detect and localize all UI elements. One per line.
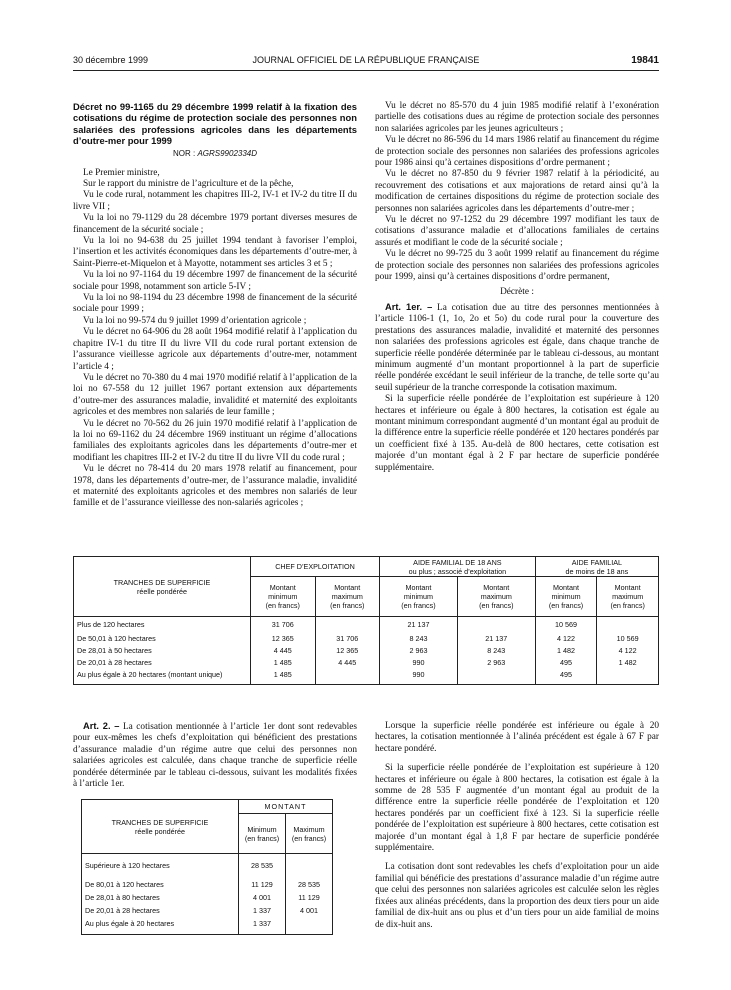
table2-min-unit: (en francs) <box>244 833 280 843</box>
table1-cell-c5: 495 <box>535 669 597 681</box>
table1-tranche-subtitle: réelle pondérée <box>137 586 187 596</box>
header-rule <box>73 70 659 71</box>
right-paragraphs <box>375 101 659 284</box>
table1-min-header-line-2: (en francs) <box>265 601 300 610</box>
table1-max-header-line-1: maximum <box>480 592 512 601</box>
bottom-right-column <box>375 721 659 939</box>
table1-cell-c5: 1 482 <box>535 645 597 657</box>
table1-row-label-text: De 20,01 à 28 hectares <box>77 658 152 667</box>
article-1-label: Art. 1er. – <box>385 301 433 312</box>
table1-group-aide-18 <box>380 557 536 577</box>
left-paragraphs <box>73 168 357 510</box>
table1-group-aide-18-title: AIDE FAMILIAL DE 18 ANS <box>413 557 502 567</box>
table1-cell-c3: 8 243 <box>380 633 458 645</box>
table1-cell-c6: 4 122 <box>597 645 659 657</box>
table1-row-label <box>74 633 251 645</box>
right-paragraph-1: Vu le décret no 86-596 du 14 mars 1986 relatif au financement du régime de protection sociale des personnes non salariées des professions agricoles pour 1986 ainsi qu’à certaines dispositions d’ordre permanent ; <box>375 135 659 169</box>
table1-cell-c4: 8 243 <box>457 645 535 657</box>
table1-cell-c4: 21 137 <box>457 633 535 645</box>
table2-row-label: De 28,01 à 80 hectares <box>85 892 160 902</box>
nor-reference <box>73 148 357 159</box>
article-2-para <box>73 721 357 790</box>
left-paragraph-4: Vu la loi no 94-638 du 25 juillet 1994 tendant à favoriser l’emploi, l’insertion et les activités économiques dans les départements d’outre-mer, à Saint-Pierre-et-Miquelon et à Mayotte, notamment ses articles 3 et 5 ; <box>73 236 357 269</box>
table2-tranche-title: TRANCHES DE SUPERFICIE <box>111 817 209 827</box>
table1-cell-c2 <box>315 617 380 633</box>
table1-max-header <box>315 577 380 617</box>
table2-cell-max: 4 001 <box>286 904 333 917</box>
decrete-heading: Décrète : <box>500 286 534 297</box>
left-paragraph-9: Vu le décret no 70-380 du 4 mai 1970 modifié relatif à l’application de la loi no 67-558 du 12 juillet 1967 portant extension aux départements d’outre-mer des assurances maladie, invalidité et maternité des exploitants agricoles et des membres non salariés de leur famille ; <box>73 372 357 418</box>
table1-group-aide-minor-title: AIDE FAMILIAL <box>571 557 623 567</box>
table1-min-header <box>251 577 316 617</box>
left-paragraph-11: Vu le décret no 78-414 du 20 mars 1978 relatif au financement, pour 1978, dans les départements d’outre-mer, de l’assurance maladie, invalidité et maternité des exploitants agricoles et des membres non salariés de leur famille et de l’assurance vieillesse des non-salariés agricoles ; <box>73 464 357 509</box>
header-date: 30 décembre 1999 <box>73 55 149 65</box>
table2-cell-max <box>286 854 333 878</box>
table2-cell-max <box>286 917 333 930</box>
table2-cell-max: 28 535 <box>286 878 333 891</box>
table1-cell-c5: 10 569 <box>535 617 597 633</box>
table2-cell-min: 11 129 <box>239 878 286 891</box>
left-column <box>73 101 357 510</box>
bottom-right-paragraph-2: La cotisation dont sont redevables les chefs d’exploitation pour un aide familial qui bénéficie des prestations d’assurance maladie d’un régime autre que celui des personnes non salariées agricoles est calculée selon les règles fixées aux alinéas précédents, dans la proportion des deux tiers pour un aide familial de dix-huit ans ou plus et d’un tiers pour un aide familial de moins de dix-huit ans. <box>375 862 659 930</box>
table1-body <box>74 617 659 685</box>
table2-row-label: Au plus égale à 20 hectares <box>85 918 175 928</box>
table1-cell-c3: 2 963 <box>380 645 458 657</box>
table1-cell-c3: 990 <box>380 669 458 681</box>
table-row <box>82 917 333 930</box>
table1-min-header-line-2: (en francs) <box>548 601 584 610</box>
table1-cell-c4 <box>457 617 535 633</box>
article-1-text-1: La cotisation due au titre des personnes mentionnées à l’article 1106-1 (1, 1o, 2o et 5o) du code rural pour la couverture des prestations des assurances maladie, invalidité et maternité des personnes non salariées des professions agricoles est égale, dans chaque tranche de superficie réelle pondérée déterminée par le tableau ci-dessous, au montant minimum augmenté d’un montant proportionnel à la part de superficie réelle pondérée excédant le seuil inférieur de la tranche, de telle sorte qu’au seuil supérieur de la tranche corresponde la cotisation maximum. <box>375 302 659 393</box>
table-row <box>82 854 333 878</box>
table1-min-header-line-0: Montant <box>405 583 432 592</box>
table1-cell-c1: 31 706 <box>251 617 316 633</box>
table1-cell-c6: 1 482 <box>597 657 659 669</box>
table1-cell-c2: 4 445 <box>315 657 380 669</box>
table2-row-label: Supérieure à 120 hectares <box>85 861 170 871</box>
table1-min-header-line-1: minimum <box>268 592 298 601</box>
right-column <box>375 101 659 474</box>
table1-cell-c1: 1 485 <box>251 669 316 681</box>
table1-row-label <box>74 657 251 669</box>
table1-cell-c5: 495 <box>535 657 597 669</box>
table1-group-aide-18-subtitle: ou plus ; associé d’exploitation <box>408 566 507 576</box>
table2-tranche-header <box>82 800 239 854</box>
table1-min-header-line-0: Montant <box>269 583 296 592</box>
table1-cell-c6 <box>597 669 659 681</box>
left-paragraph-6: Vu la loi no 98-1194 du 23 décembre 1998 de financement de la sécurité sociale pour 1999 ; <box>73 293 357 315</box>
table1-max-header-line-2: (en francs) <box>330 601 365 610</box>
table-row <box>82 904 333 917</box>
table2-cell-min: 4 001 <box>239 891 286 904</box>
other-regime-table <box>81 799 333 935</box>
table1-cell-c2 <box>315 669 380 681</box>
table2-cell-min: 28 535 <box>239 854 286 878</box>
table1-cell-c2: 12 365 <box>315 645 380 657</box>
table1-row-label <box>74 669 251 681</box>
table-row <box>74 669 659 681</box>
article-1-para-2: Si la superficie réelle pondérée de l’exploitation est supérieure à 120 hectares et inférieure ou égale à 800 hectares, la cotisation est égale au montant minimum correspondant augmenté d’un montant égal au produit de la différence entre la superficie réelle pondérée et 120 hectares pondérés par un coefficient fixé à 135. Au-delà de 800 hectares, cette cotisation est majorée d’un montant égal à 2 F par hectare de superficie pondérée supplémentaire. <box>375 394 659 473</box>
table2-row-label: De 20,01 à 28 hectares <box>85 905 160 915</box>
table1-cell-c2: 31 706 <box>315 633 380 645</box>
table2-cell-min: 1 337 <box>239 917 286 930</box>
table1-row-label <box>74 617 251 633</box>
table2-min-header <box>239 814 286 854</box>
table1-min-header <box>535 577 597 617</box>
table2-body <box>82 854 333 935</box>
table-row <box>74 617 659 633</box>
left-paragraph-8: Vu le décret no 64-906 du 28 août 1964 modifié relatif à l’application du chapitre IV-1 du titre II du livre VII du code rural portant extension de l’assurance vieillesse agricole aux départements d’outre-mer, notamment l’article 4 ; <box>73 327 357 372</box>
page-header <box>73 55 659 69</box>
table1-max-header-line-0: Montant <box>614 583 641 592</box>
bottom-right-paragraphs <box>375 721 659 931</box>
table2-row-label: De 80,01 à 120 hectares <box>85 879 164 889</box>
table1-cell-c3: 990 <box>380 657 458 669</box>
table2-max-unit: (en francs) <box>291 833 327 843</box>
table1-max-header-line-2: (en francs) <box>479 601 514 610</box>
article-2-block <box>73 721 357 790</box>
table-row <box>82 891 333 904</box>
table-row <box>74 657 659 669</box>
bottom-right-paragraph-0: Lorsque la superficie réelle pondérée est inférieure ou égale à 20 hectares, la cotisation mentionnée à l’alinéa précédent est égale à 67 F par hectare pondéré. <box>375 721 659 754</box>
table1-row-label <box>74 645 251 657</box>
table-row <box>74 645 659 657</box>
table1-cell-c1: 12 365 <box>251 633 316 645</box>
table1-cell-c3: 21 137 <box>380 617 458 633</box>
table2-cell-max: 11 129 <box>286 891 333 904</box>
header-page-number: 19841 <box>631 55 659 66</box>
nor-code: AGRS9902334D <box>197 149 258 159</box>
table1-cell-c5: 4 122 <box>535 633 597 645</box>
nor-label: NOR : <box>172 149 196 159</box>
contribution-table <box>73 556 659 685</box>
decree-title: Décret no 99-1165 du 29 décembre 1999 relatif à la fixation des cotisations du régime de protection sociale des personnes non salariées des professions agricoles dans les départements d’outre-mer pour 1999 <box>73 101 357 146</box>
table1-row-label-text: De 28,01 à 50 hectares <box>77 646 152 655</box>
table1-group-aide-minor-subtitle: de moins de 18 ans <box>565 566 629 576</box>
table2-montant-header: MONTANT <box>239 800 333 814</box>
table1-max-header-line-1: maximum <box>331 592 363 601</box>
table1-min-header-line-0: Montant <box>553 583 580 592</box>
table1-cell-c4: 2 963 <box>457 657 535 669</box>
left-paragraph-3: Vu la loi no 79-1129 du 28 décembre 1979 portant diverses mesures de financement de la sécurité sociale ; <box>73 213 357 235</box>
article-1-para-1 <box>375 302 659 394</box>
table2-spacer <box>82 930 333 935</box>
right-paragraph-2: Vu le décret no 87-850 du 9 février 1987 relatif à la périodicité, au recouvrement des cotisations et aux majorations de retard ainsi qu’à la modification de certaines dispositions du régime de protection sociale des personnes non salariées agricoles dans les départements d’outre-mer ; <box>375 169 659 214</box>
table1-min-header-line-1: minimum <box>551 592 581 601</box>
bottom-right-paragraph-1: Si la superficie réelle pondérée de l’exploitation est supérieure à 120 hectares et inférieure ou égale à 800 hectares, la cotisation est égale à la somme de 28 535 F augmentée d’un montant égal au produit de la différence entre la superficie réelle pondérée de l’exploitation et 120 hectares pondérés par un coefficient fixé à 123. Si la superficie réelle pondérée de l’exploitation est supérieure à 800 hectares, cette cotisation est majorée d’un montant égal à 1,8 F par hectare de superficie pondérée supplémentaire. <box>375 763 659 854</box>
table1-max-header-line-0: Montant <box>334 583 361 592</box>
left-paragraph-1: Sur le rapport du ministre de l’agriculture et de la pêche, <box>83 179 294 189</box>
table2-min-label: Minimum <box>247 824 277 834</box>
left-paragraph-0: Le Premier ministre, <box>83 167 160 178</box>
article-2-text: La cotisation mentionnée à l’article 1er dont sont redevables pour eux-mêmes les chefs d’exploitation qui bénéficient des prestations d’assurance maladie d’un régime autre que celui des personnes non salariées agricoles est calculée, dans chaque tranche de superficie réelle pondérée déterminée par le tableau ci-dessous, suivant les modalités fixées à l’article 1er. <box>73 722 358 790</box>
table1-min-header-line-2: (en francs) <box>401 601 436 610</box>
table1-row-label-text: De 50,01 à 120 hectares <box>77 634 156 643</box>
left-paragraph-5: Vu la loi no 97-1164 du 19 décembre 1997 de financement de la sécurité sociale pour 1998, notamment son article 5-IV ; <box>73 270 357 292</box>
table1-max-header <box>457 577 535 617</box>
table1-group-chef: CHEF D’EXPLOITATION <box>251 557 380 577</box>
header-journal-title: JOURNAL OFFICIEL DE LA RÉPUBLIQUE FRANÇAISE <box>252 55 480 65</box>
table1-cell-c6: 10 569 <box>597 633 659 645</box>
table2-tranche-subtitle: réelle pondérée <box>135 826 185 836</box>
left-paragraph-2: Vu le code rural, notamment les chapitres III-2, IV-1 et IV-2 du titre II du livre VII ; <box>73 190 357 212</box>
table1-max-header-line-2: (en francs) <box>610 601 645 610</box>
left-paragraph-10: Vu le décret no 70-562 du 26 juin 1970 modifié relatif à l’application de la loi no 69-1162 du 24 décembre 1969 instituant un régime d’allocations familiales des exploitants agricoles dans les départements d’outre-mer et modifiant les chapitres III-2 et IV-2 du titre II du livre VII du code rural ; <box>73 418 357 463</box>
table1-min-header-line-1: minimum <box>403 592 434 601</box>
table-row <box>82 878 333 891</box>
table1-cell-c4 <box>457 669 535 681</box>
table1-row-label-text: Au plus égale à 20 hectares (montant unique) <box>77 670 223 679</box>
table1-spacer <box>74 681 659 685</box>
right-paragraph-0: Vu le décret no 85-570 du 4 juin 1985 modifié relatif à l’exonération partielle des cotisations dues au régime de protection sociale des personnes non salariées agricoles par les jeunes agriculteurs ; <box>375 101 659 134</box>
table2-max-label: Maximum <box>293 824 325 834</box>
table1-max-header-line-1: maximum <box>612 592 644 601</box>
table2-cell-min: 1 337 <box>239 904 286 917</box>
table1-min-header <box>380 577 458 617</box>
left-paragraph-7: Vu la loi no 99-574 du 9 juillet 1999 d’orientation agricole ; <box>83 315 307 326</box>
right-paragraph-3: Vu le décret no 97-1252 du 29 décembre 1997 modifiant les taux de cotisations d’assurance maladie et d’allocations familiales de certains assurés et modifiant le code de la sécurité sociale ; <box>375 215 659 248</box>
table1-max-header-line-0: Montant <box>483 583 510 592</box>
table1-cell-c1: 4 445 <box>251 645 316 657</box>
table1-group-aide-minor <box>535 557 658 577</box>
table2-max-header <box>286 814 333 854</box>
table1-tranche-title: TRANCHES DE SUPERFICIE <box>113 577 211 587</box>
table1-cell-c1: 1 485 <box>251 657 316 669</box>
table1-max-header <box>597 577 659 617</box>
table1-row-label-text: Plus de 120 hectares <box>77 620 145 630</box>
right-paragraph-4: Vu le décret no 99-725 du 3 août 1999 relatif au financement du régime de protection sociale des personnes non salariées des professions agricoles pour 1999, ainsi qu’à certaines dispositions d’ordre permanent, <box>375 249 659 283</box>
table-row <box>74 633 659 645</box>
table1-cell-c6 <box>597 617 659 633</box>
table1-tranche-header <box>74 557 251 617</box>
article-2-label: Art. 2. – <box>83 721 120 731</box>
